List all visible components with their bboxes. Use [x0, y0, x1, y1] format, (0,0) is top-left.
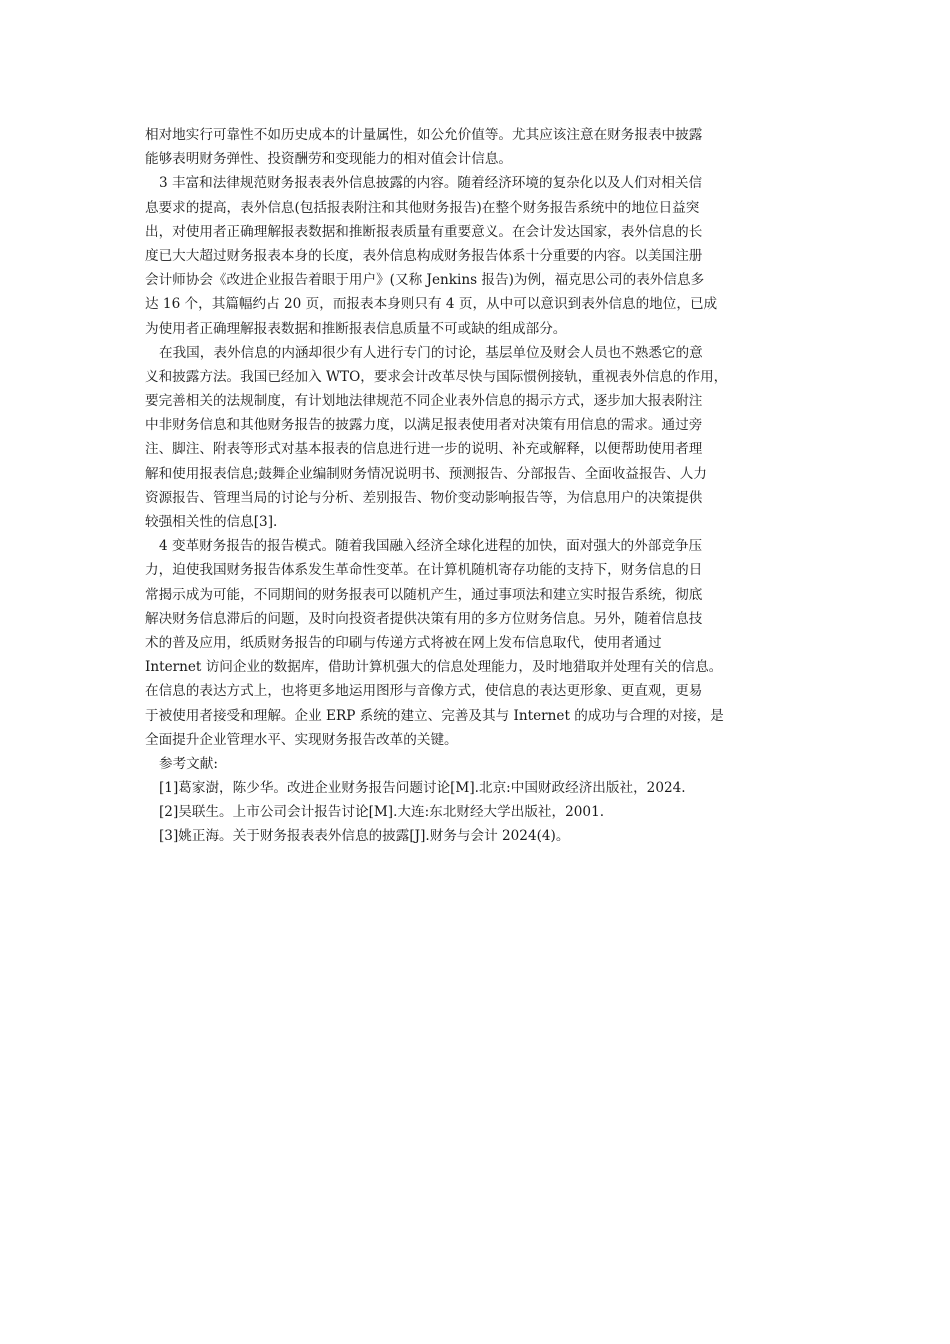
text-line: 解决财务信息滞后的问题，及时向投资者提供决策有用的多方位财务信息。另外，随着信息技	[145, 610, 703, 627]
text-line: 解和使用报表信息;鼓舞企业编制财务情况说明书、预测报告、分部报告、全面收益报告、人力	[145, 465, 707, 482]
text-line: Internet 访问企业的数据库，借助计算机强大的信息处理能力，及时地猎取并处理有关的信息。	[145, 659, 723, 676]
text-line: 能够表明财务弹性、投资酬劳和变现能力的相对值会计信息。	[145, 151, 513, 168]
text-line: 注、脚注、附表等形式对基本报表的信息进行进一步的说明、补充或解释，以便帮助使用者理	[145, 441, 703, 458]
paragraph-4	[145, 534, 811, 752]
text-line: 4 变革财务报告的报告模式。随着我国融入经济全球化进程的加快，面对强大的外部竞争压	[159, 538, 703, 555]
text-line: 全面提升企业管理水平、实现财务报告改革的关键。	[145, 731, 458, 748]
reference-item: [3]姚正海。关于财务报表表外信息的披露[J].财务与会计 2024(4)。	[159, 828, 570, 845]
text-line: 度已大大超过财务报表本身的长度，表外信息构成财务报告体系十分重要的内容。以美国注册	[145, 247, 703, 264]
paragraph-2	[145, 171, 811, 340]
reference-item: [1]葛家澍，陈少华。改进企业财务报告问题讨论[M].北京:中国财政经济出版社，2024.	[159, 780, 686, 797]
text-line: 于被使用者接受和理解。企业 ERP 系统的建立、完善及其与 Internet 的成功与合理的对接，是	[145, 707, 724, 724]
text-line: 常揭示成为可能，不同期间的财务报表可以随机产生，通过事项法和建立实时报告系统，彻底	[145, 586, 703, 603]
text-line: 会计师协会《改进企业报告着眼于用户》(又称 Jenkins 报告)为例，福克思公司的表外信息多	[145, 272, 705, 289]
references-section	[145, 752, 811, 849]
references-heading: 参考文献:	[159, 755, 218, 772]
text-line: 要完善相关的法规制度，有计划地法律规范不同企业表外信息的揭示方式，逐步加大报表附注	[145, 393, 703, 410]
text-line: 术的普及应用，纸质财务报告的印刷与传递方式将被在网上发布信息取代，使用者通过	[145, 634, 662, 651]
paragraph-3	[145, 341, 811, 535]
paragraph-1	[145, 123, 811, 171]
text-line: 在信息的表达方式上，也将更多地运用图形与音像方式，使信息的表达更形象、更直观，更易	[145, 683, 703, 700]
text-line: 3 丰富和法律规范财务报表表外信息披露的内容。随着经济环境的复杂化以及人们对相关信	[159, 175, 703, 192]
text-line: 达 16 个，其篇幅约占 20 页，而报表本身则只有 4 页，从中可以意识到表外信息的地位，已成	[145, 296, 718, 313]
text-line: 中非财务信息和其他财务报告的披露力度，以满足报表使用者对决策有用信息的需求。通过旁	[145, 417, 703, 434]
document-body	[145, 123, 811, 849]
reference-item: [2]吴联生。上市公司会计报告讨论[M].大连:东北财经大学出版社，2001.	[159, 804, 605, 821]
text-line: 相对地实行可靠性不如历史成本的计量属性，如公允价值等。尤其应该注意在财务报表中披露	[145, 127, 703, 143]
text-line: 资源报告、管理当局的讨论与分析、差别报告、物价变动影响报告等，为信息用户的决策提供	[145, 489, 703, 506]
text-line: 较强相关性的信息[3].	[145, 514, 278, 530]
text-line: 出，对使用者正确理解报表数据和推断报表质量有重要意义。在会计发达国家，表外信息的长	[145, 223, 703, 240]
text-line: 在我国，表外信息的内涵却很少有人进行专门的讨论，基层单位及财会人员也不熟悉它的意	[159, 344, 703, 361]
text-line: 义和披露方法。我国已经加入 WTO，要求会计改革尽快与国际惯例接轨，重视表外信息的作用，	[145, 368, 728, 385]
text-line: 力，迫使我国财务报告体系发生革命性变革。在计算机随机寄存功能的支持下，财务信息的日	[145, 562, 703, 579]
text-line: 息要求的提高，表外信息(包括报表附注和其他财务报告)在整个财务报告系统中的地位日益突	[145, 199, 700, 216]
text-line: 为使用者正确理解报表数据和推断报表信息质量不可或缺的组成部分。	[145, 320, 567, 337]
